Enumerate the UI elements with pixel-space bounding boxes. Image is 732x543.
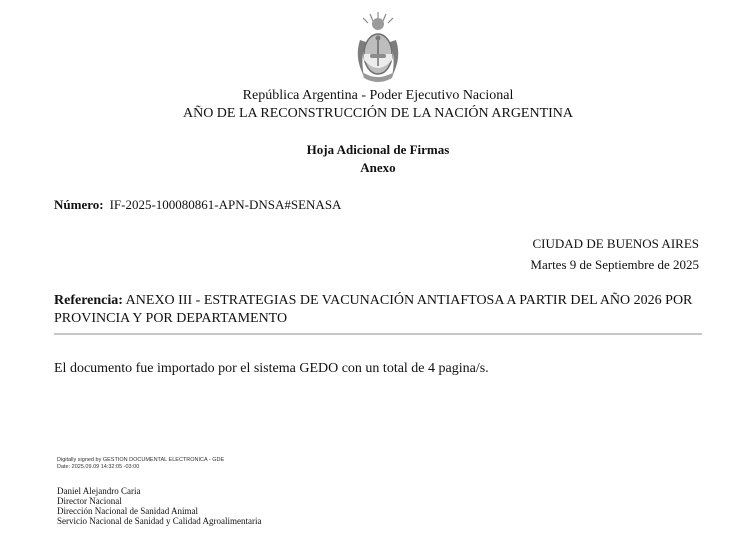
signer-agency: Servicio Nacional de Sanidad y Calidad Agroalimentaria — [57, 516, 262, 526]
document-subtitle: Anexo — [360, 160, 396, 175]
reference — [54, 292, 704, 328]
signer-name: Daniel Alejandro Caria — [57, 486, 141, 496]
signer-office: Dirección Nacional de Sanidad Animal — [57, 506, 198, 516]
document-title: Hoja Adicional de Firmas — [306, 142, 450, 157]
location-city: CIUDAD DE BUENOS AIRES — [532, 236, 699, 251]
divider — [54, 333, 702, 335]
digital-signature-date: Date: 2025.09.09 14:32:05 -03:00 — [57, 463, 140, 470]
document-date: Martes 9 de Septiembre de 2025 — [530, 257, 699, 272]
body-text: El documento fue importado por el sistema GEDO con un total de 4 pagina/s. — [54, 361, 489, 376]
digital-signature-signer: Digitally signed by GESTION DOCUMENTAL ELECTRONICA - GDE — [57, 457, 225, 463]
digital-signature-info — [57, 457, 224, 470]
document-number — [54, 197, 341, 213]
signer-block — [57, 486, 261, 526]
signer-role: Director Nacional — [57, 496, 122, 506]
document-number-value: IF-2025-100080861-APN-DNSA#SENASA — [109, 197, 342, 212]
header-year-motto: AÑO DE LA RECONSTRUCCIÓN DE LA NACIÓN ARGENTINA — [182, 106, 574, 121]
document-number-label: Número: — [54, 197, 104, 212]
header-country-line: República Argentina - Poder Ejecutivo Nacional — [242, 88, 514, 103]
argentina-coat-of-arms-icon — [352, 10, 404, 86]
reference-label: Referencia: — [54, 293, 123, 308]
reference-value: ANEXO III - ESTRATEGIAS DE VACUNACIÓN ANTIAFTOSA A PARTIR DEL AÑO 2026 POR PROVINCIA Y POR DEPARTAMENTO — [54, 293, 693, 326]
